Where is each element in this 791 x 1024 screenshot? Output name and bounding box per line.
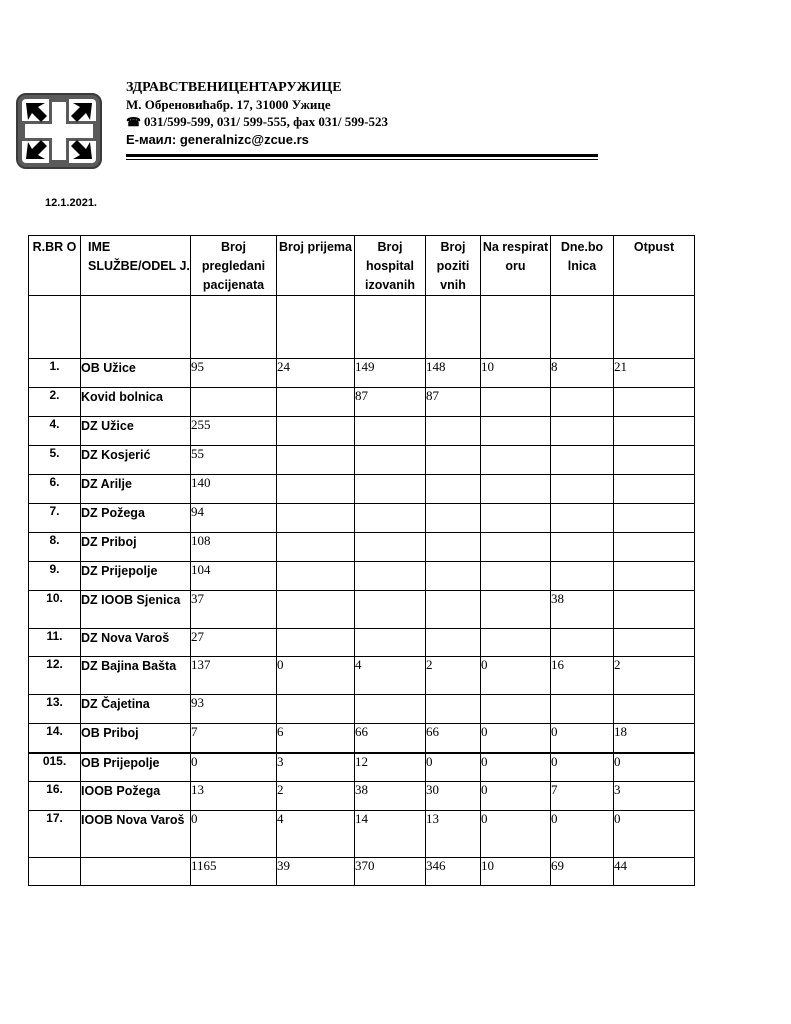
cell-respirator [481,629,551,657]
cell-pregledani: 0 [191,753,277,782]
cell-otpust [614,695,695,724]
cell-prijema: 0 [277,657,355,695]
total-hospital: 370 [355,858,426,886]
cell-otpust [614,504,695,533]
row-name: OB Užice [81,359,191,388]
row-name: DZ Požega [81,504,191,533]
cell-respirator [481,591,551,629]
cell-dnebolnica [551,504,614,533]
row-name: DZ Užice [81,417,191,446]
cell-respirator [481,475,551,504]
table-row [29,629,695,657]
totals-number [29,858,81,886]
cell-hospital: 87 [355,388,426,417]
cell-pregledani: 140 [191,475,277,504]
row-number: 16. [29,782,81,811]
cell-pregledani: 93 [191,695,277,724]
row-number: 14. [29,724,81,753]
row-number: 9. [29,562,81,591]
cell-otpust: 18 [614,724,695,753]
cell-pregledani: 94 [191,504,277,533]
cell-dnebolnica [551,446,614,475]
cell-otpust [614,591,695,629]
total-pozitivnih: 346 [426,858,481,886]
cell-pregledani: 37 [191,591,277,629]
cell-dnebolnica: 7 [551,782,614,811]
org-phones: 031/599-599, 031/ 599-555, фах 031/ 599-523 [143,114,389,129]
row-number: 11. [29,629,81,657]
cell-pozitivnih [426,504,481,533]
row-name: DZ IOOB Sjenica [81,591,191,629]
totals-row [29,858,695,886]
cell-respirator [481,446,551,475]
row-name: DZ Nova Varoš [81,629,191,657]
cell-dnebolnica: 0 [551,724,614,753]
table-row [29,446,695,475]
cell-respirator [481,695,551,724]
cell-prijema: 6 [277,724,355,753]
row-name: DZ Priboj [81,533,191,562]
cell-hospital [355,533,426,562]
cell-hospital: 38 [355,782,426,811]
cell-pregledani: 104 [191,562,277,591]
cell-prijema: 2 [277,782,355,811]
cell-dnebolnica: 0 [551,811,614,858]
table-row [29,562,695,591]
row-number: 015. [29,753,81,782]
org-phones-line [126,113,388,131]
cell-pregledani: 7 [191,724,277,753]
cell-respirator: 0 [481,753,551,782]
cell-pozitivnih [426,562,481,591]
row-number: 2. [29,388,81,417]
cell-otpust: 0 [614,753,695,782]
cell-hospital: 66 [355,724,426,753]
table-row [29,724,695,753]
row-number: 7. [29,504,81,533]
cell-pozitivnih: 30 [426,782,481,811]
row-name: DZ Bajina Bašta [81,657,191,695]
cell-hospital: 14 [355,811,426,858]
cell-otpust: 21 [614,359,695,388]
row-name: OB Priboj [81,724,191,753]
telephone-icon: ☎ [126,115,141,129]
cell-pozitivnih: 148 [426,359,481,388]
cell-hospital [355,446,426,475]
total-otpust: 44 [614,858,695,886]
cell-prijema [277,446,355,475]
cell-pozitivnih [426,446,481,475]
cell-prijema [277,475,355,504]
row-name: DZ Arilje [81,475,191,504]
cell-respirator [481,417,551,446]
cell-otpust: 0 [614,811,695,858]
cell-pozitivnih [426,591,481,629]
col-header-dnebolnica: Dne.bo lnica [551,236,614,296]
cell-hospital [355,562,426,591]
cell-dnebolnica [551,562,614,591]
cell-prijema [277,388,355,417]
total-prijema: 39 [277,858,355,886]
cell-hospital [355,475,426,504]
cell-pregledani: 27 [191,629,277,657]
total-respirator: 10 [481,858,551,886]
cell-dnebolnica: 0 [551,753,614,782]
table-spacer-row [29,296,695,359]
cell-pozitivnih [426,533,481,562]
table-row [29,695,695,724]
cell-pozitivnih [426,629,481,657]
row-number: 6. [29,475,81,504]
cell-respirator [481,533,551,562]
col-header-respirator: Na respirat oru [481,236,551,296]
row-number: 4. [29,417,81,446]
cell-prijema [277,562,355,591]
table-row [29,782,695,811]
medical-cross-arrows-logo [16,93,102,169]
row-name: OB Prijepolje [81,753,191,782]
row-name: Kovid bolnica [81,388,191,417]
table-row [29,359,695,388]
total-pregledani: 1165 [191,858,277,886]
row-name: IOOB Nova Varoš [81,811,191,858]
cell-pozitivnih [426,475,481,504]
cell-otpust: 2 [614,657,695,695]
row-number: 13. [29,695,81,724]
header-rule-thin [126,159,598,160]
letterhead [126,79,388,148]
table-row [29,504,695,533]
row-number: 17. [29,811,81,858]
row-name: DZ Kosjerić [81,446,191,475]
cell-prijema [277,629,355,657]
cell-hospital [355,629,426,657]
cell-respirator [481,562,551,591]
cell-otpust [614,475,695,504]
row-name: DZ Prijepolje [81,562,191,591]
cell-hospital [355,591,426,629]
table-header-row [29,236,695,296]
table-row [29,475,695,504]
report-date: 12.1.2021. [45,197,97,209]
cell-otpust [614,533,695,562]
col-header-otpust: Otpust [614,236,695,296]
row-name: DZ Čajetina [81,695,191,724]
cell-dnebolnica [551,417,614,446]
cell-pregledani: 95 [191,359,277,388]
cell-prijema [277,504,355,533]
cell-pozitivnih [426,417,481,446]
cell-pozitivnih [426,695,481,724]
org-address: М. Обреновићабр. 17, 31000 Ужице [126,97,331,112]
cell-hospital: 12 [355,753,426,782]
cell-pozitivnih: 0 [426,753,481,782]
cell-pregledani: 108 [191,533,277,562]
cell-pregledani: 55 [191,446,277,475]
cell-otpust: 3 [614,782,695,811]
cell-pozitivnih: 13 [426,811,481,858]
cell-prijema [277,591,355,629]
cell-respirator: 10 [481,359,551,388]
table-row [29,657,695,695]
org-name: ЗДРАВСТВЕНИЦЕНТАРУЖИЦЕ [126,80,342,95]
total-dnebolnica: 69 [551,858,614,886]
cell-pregledani: 13 [191,782,277,811]
cell-dnebolnica [551,629,614,657]
col-header-prijema: Broj prijema [277,236,355,296]
cell-prijema: 24 [277,359,355,388]
table-row [29,591,695,629]
org-email: Е-маил: generalnizc@zcue.rs [126,132,309,147]
report-table [28,235,695,886]
cell-dnebolnica [551,533,614,562]
row-number: 5. [29,446,81,475]
cell-otpust [614,562,695,591]
cell-pregledani: 0 [191,811,277,858]
cell-prijema [277,417,355,446]
cell-respirator: 0 [481,811,551,858]
cell-prijema: 4 [277,811,355,858]
cell-pregledani: 255 [191,417,277,446]
cell-otpust [614,388,695,417]
cell-hospital [355,417,426,446]
cell-prijema [277,695,355,724]
cell-respirator [481,504,551,533]
table-row [29,388,695,417]
table-row [29,753,695,782]
cell-respirator: 0 [481,724,551,753]
row-number: 12. [29,657,81,695]
row-name: IOOB Požega [81,782,191,811]
cell-pozitivnih: 87 [426,388,481,417]
row-number: 1. [29,359,81,388]
totals-name [81,858,191,886]
cell-respirator: 0 [481,782,551,811]
table-row [29,417,695,446]
cell-respirator: 0 [481,657,551,695]
cell-hospital [355,504,426,533]
header-rule-thick [126,154,598,157]
col-header-hospital: Broj hospital izovanih [355,236,426,296]
col-header-pozitivnih: Broj poziti vnih [426,236,481,296]
cell-prijema: 3 [277,753,355,782]
col-header-rbr: R.BR O [29,236,81,296]
row-number: 10. [29,591,81,629]
col-header-pregledani: Broj pregledani pacijenata [191,236,277,296]
cell-dnebolnica: 8 [551,359,614,388]
cell-otpust [614,629,695,657]
cell-otpust [614,446,695,475]
row-number: 8. [29,533,81,562]
cell-pregledani: 137 [191,657,277,695]
cell-hospital: 149 [355,359,426,388]
cell-otpust [614,417,695,446]
cell-dnebolnica: 16 [551,657,614,695]
cell-dnebolnica [551,475,614,504]
cell-dnebolnica [551,388,614,417]
cell-respirator [481,388,551,417]
cell-pregledani [191,388,277,417]
cell-dnebolnica [551,695,614,724]
table-row [29,533,695,562]
cell-prijema [277,533,355,562]
cell-hospital: 4 [355,657,426,695]
col-header-name: IME SLUŽBE/ODEL J. [81,236,191,296]
table-row [29,811,695,858]
cell-pozitivnih: 66 [426,724,481,753]
cell-dnebolnica: 38 [551,591,614,629]
cell-hospital [355,695,426,724]
cell-pozitivnih: 2 [426,657,481,695]
